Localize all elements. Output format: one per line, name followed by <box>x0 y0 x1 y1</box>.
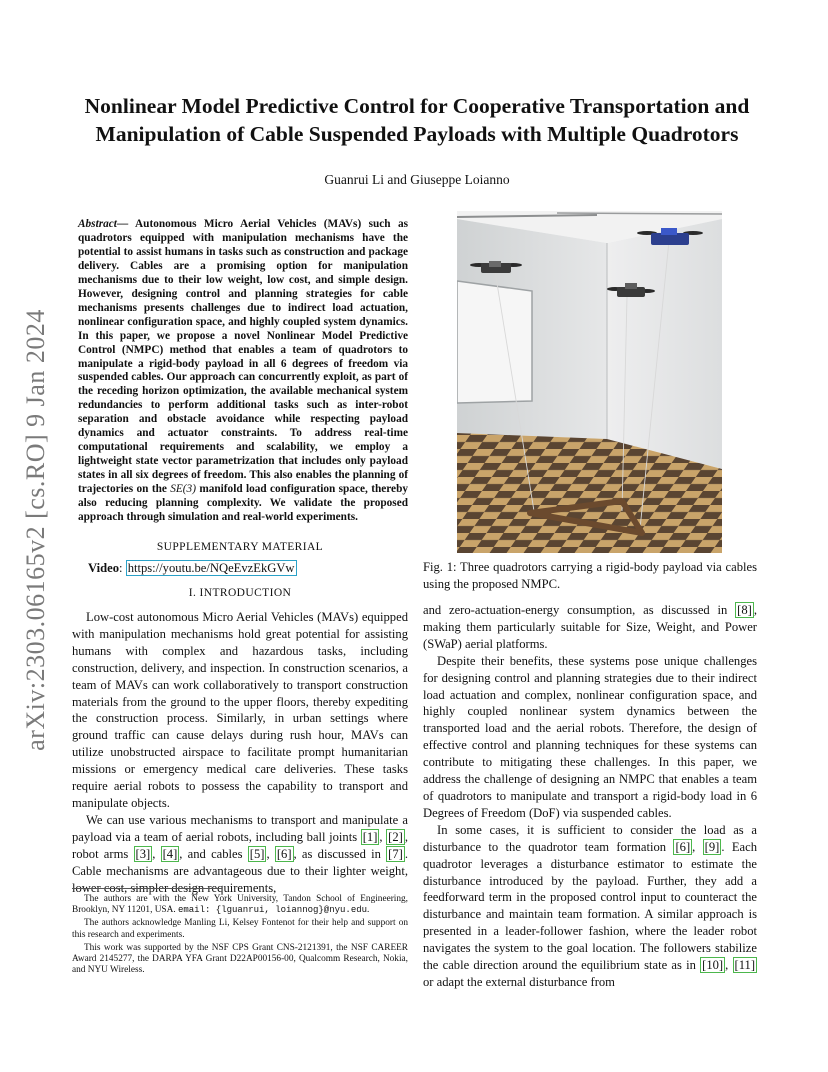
footnote-affiliation <box>72 894 408 916</box>
footnote-acknowledgement: The authors acknowledge Manling Li, Kelsey Fontenot for their help and support on this research and experiments. <box>72 918 408 940</box>
video-label: Video <box>88 561 120 575</box>
text-run: . Each quadrotor leverages a disturbance estimator to estimate the disturbance introduced by the payload. Further, they add a feedforward term in the proposed control input to counteract the disturbance and maintain team formation. A similar approach is presented in a leader-follower fashion, where the leader robot navigates the system to the goal location. The followers stabilize the cable direction around the equilibrium state as in <box>423 839 758 973</box>
citation-9[interactable]: [9] <box>704 839 720 854</box>
footnotes <box>72 894 408 978</box>
footnote-rule <box>72 888 222 889</box>
video-sep: : <box>119 561 126 575</box>
text-run: The authors are with the New York University, Tandon School of Engineering, Brooklyn, NY 11201, USA. <box>72 894 408 916</box>
citation-6[interactable]: [6] <box>276 846 292 861</box>
figure-1-caption: Fig. 1: Three quadrotors carrying a rigid-body payload via cables using the proposed NMPC. <box>423 560 757 591</box>
right-paragraph-0 <box>423 602 757 653</box>
video-line <box>88 561 297 576</box>
citation-4[interactable]: [4] <box>162 846 178 861</box>
paper-authors: Guanrui Li and Giuseppe Loianno <box>324 172 510 187</box>
citation-2[interactable]: [2] <box>388 829 403 844</box>
citation-6b[interactable]: [6] <box>675 839 691 854</box>
citation-1[interactable]: [1] <box>362 829 378 844</box>
right-paragraph-2 <box>423 822 757 991</box>
text-run: , <box>692 839 703 854</box>
text-run: We can use various mechanisms to transport and manipulate a payload via a team of aerial robots, including ball joints <box>72 812 408 844</box>
figure-1-photo <box>457 211 722 553</box>
citation-11[interactable]: [11] <box>734 958 756 973</box>
intro-paragraph-1: Low-cost autonomous Micro Aerial Vehicles (MAVs) equipped with manipulation mechanisms hold great potential for assisting humans with complex and hazardous tasks, including construction, delivery, and inspection. In construction scenarios, a team of MAVs can work collaboratively to transport construction materials from the ground to the upper floors, thereby expediting the construction process. Similarly, in urban settings where ground traffic can cause delays during rush hour, MAVs can utilize unobstructed airspace to facilitate prompt humanitarian missions or emergency medical care deliveries. These tasks require aerial robots to possess the capability to transport and manipulate objects. <box>72 610 408 810</box>
text-run: . <box>367 905 370 916</box>
abstract-dash: — <box>116 218 135 230</box>
text-run: , robot arms <box>72 829 409 861</box>
text-run: or adapt the external disturbance from <box>423 974 615 989</box>
text-run: , <box>152 846 161 861</box>
text-run: , making them particularly suitable for Size, Weight, and Power (SWaP) aerial platforms. <box>423 603 757 651</box>
video-link[interactable]: https://youtu.be/NQeEvzEkGVw <box>127 561 295 575</box>
abstract-text: Autonomous Micro Aerial Vehicles (MAVs) such as quadrotors equipped with manipulation mechanisms have the potential to assist humans in tasks such as construction and package delivery. Cables are a promising option for manipulation mechanisms due to their low weight, low cost, and simple design. However, designing control and planning strategies for cable mechanisms presents challenges due to indirect load actuation, nonlinear configuration space, and highly coupled system dynamics. In this paper, we propose a novel Nonlinear Model Predictive Control (NMPC) method that enables a team of quadrotors to manipulate a rigid-body payload in all 6 degrees of freedom via suspended cables. Our approach can concurrently exploit, as part of the receding horizon optimization, the available mechanical system redundancies to perform additional tasks such as inter-robot separation and obstacle avoidance while respecting payload dynamics and actuator constraints. To address real-time computational requirements and scalability, we employ a lightweight state vector parametrization that includes only payload states in all six degrees of freedom. This also enables the planning of trajectories on the <box>78 218 409 496</box>
supplementary-heading: SUPPLEMENTARY MATERIAL <box>156 541 324 553</box>
text-run: , <box>725 958 733 973</box>
arxiv-identifier: arXiv:2303.06165v2 [cs.RO] 9 Jan 2024 <box>21 309 50 751</box>
right-column-body <box>423 602 757 991</box>
introduction-heading: I. INTRODUCTION <box>188 587 292 599</box>
abstract-text-end: manifold load configuration space, thereby also reducing planning complexity. We validate the proposed approach through simulation and real-world experiments. <box>78 483 409 524</box>
text-run: , <box>266 846 275 861</box>
author-email: email: {lguanrui, loiannog}@nyu.edu <box>177 905 368 916</box>
citation-8[interactable]: [8] <box>737 603 752 617</box>
abstract-math-se3: SE(3) <box>170 483 196 496</box>
citation-3[interactable]: [3] <box>135 846 151 861</box>
introduction-body <box>72 609 408 896</box>
citation-10[interactable]: [10] <box>702 958 724 973</box>
abstract-lead: Abstract <box>78 218 117 230</box>
paper-title: Nonlinear Model Predictive Control for Cooperative Transportation and Manipulation of Cable Suspended Payloads with Multiple Quadrotors <box>84 94 750 146</box>
text-run: , <box>379 829 387 844</box>
text-run: . Cable mechanisms are advantageous due to their lighter weight, lower cost, simpler design requirements, <box>72 846 409 895</box>
citation-5[interactable]: [5] <box>249 846 265 861</box>
citation-7[interactable]: [7] <box>388 846 403 861</box>
text-run: In some cases, it is sufficient to consider the load as a disturbance to the quadrotor team formation <box>423 822 757 854</box>
photo-drawing <box>457 211 722 553</box>
footnote-funding: This work was supported by the NSF CPS Grant CNS-2121391, the NSF CAREER Award 2145277, the DARPA YFA Grant D22AP00156-00, Qualcomm Research, Nokia, and NYU Wireless. <box>72 942 408 976</box>
text-run: , and cables <box>179 846 248 861</box>
text-run: , as discussed in <box>293 846 387 861</box>
intro-paragraph-2 <box>72 812 408 897</box>
text-run: and zero-actuation-energy consumption, as discussed in <box>423 603 736 617</box>
abstract <box>78 218 408 525</box>
right-paragraph-1: Despite their benefits, these systems pose unique challenges for designing control and planning strategies due to their indirect load actuation and complex, nonlinear configuration space, and highly coupled nonlinear system dynamics between the transported load and the aerial robots. Therefore, the design of effective control and planning techniques for these systems can contribute to mitigating these challenges. In this paper, we address the challenge of designing an NMPC that enables a team of quadrotors to manipulate and transport a rigid-body load in 6 Degrees of Freedom (DoF) via suspended cables. <box>423 653 757 820</box>
